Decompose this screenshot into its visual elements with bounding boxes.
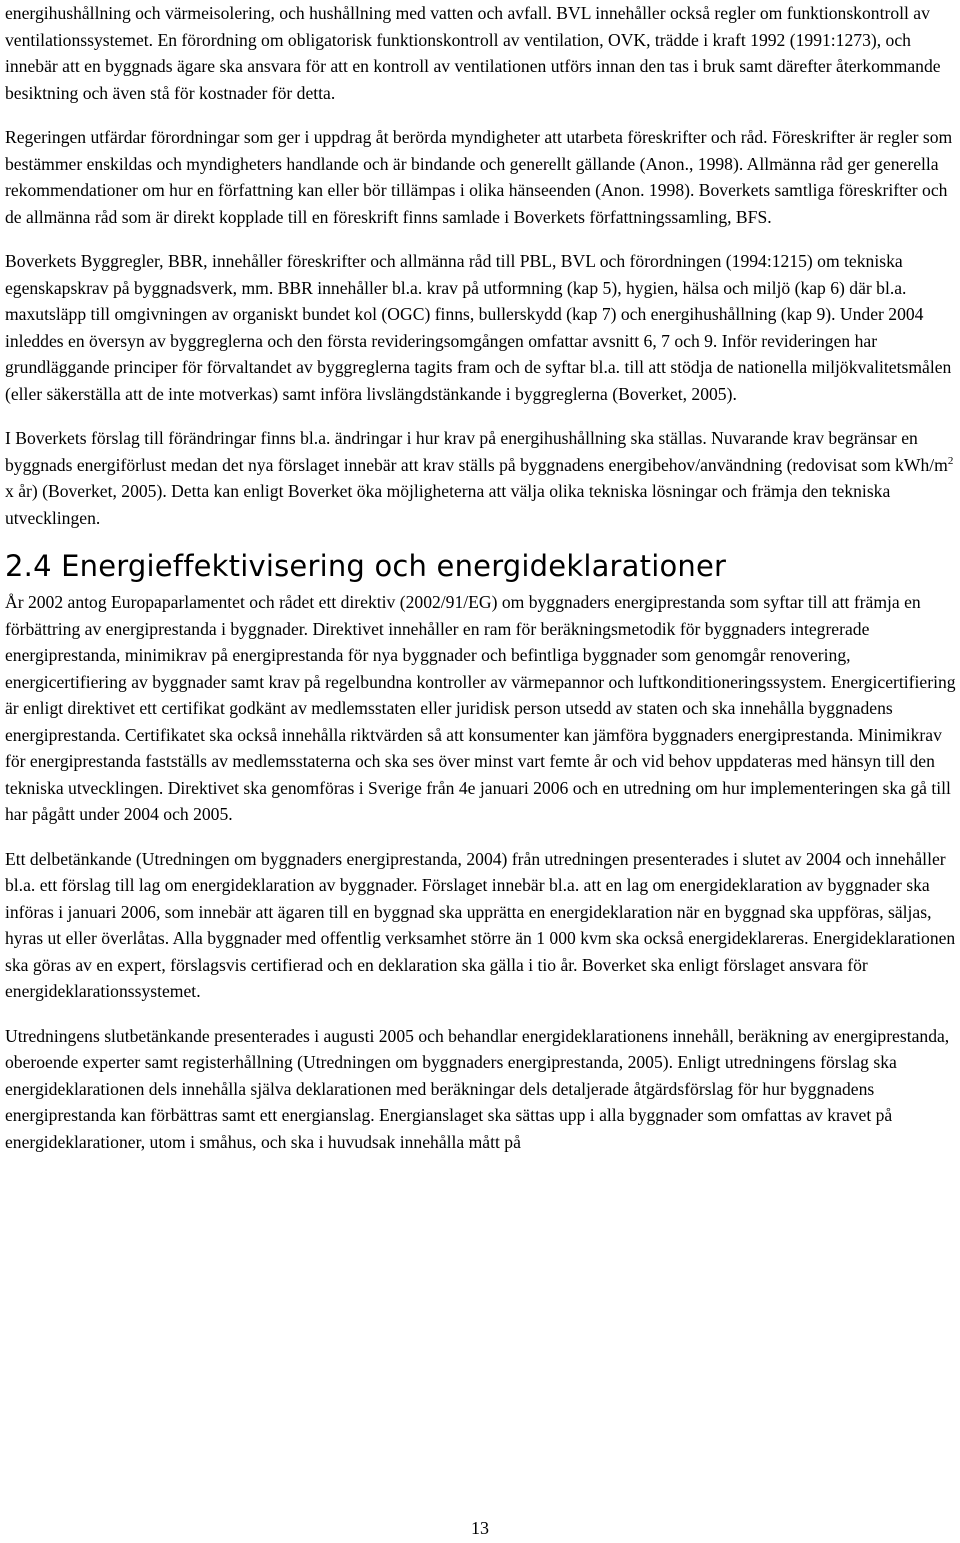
paragraph-delbetankande: Ett delbetänkande (Utredningen om byggnaders energiprestanda, 2004) från utredningen presenterades i slutet av 2004 och innehåller bl.a. ett förslag till lag om energideklaration av byggnader. Förslaget innebär bl.a. att en lag om energideklaration av byggnader ska införas i januari 2006, som innebär att ägaren till en byggnad ska upprätta en energideklaration när en byggnad ska uppföras, säljas, hyras ut eller överlåtas. Alla byggnader med offentlig verksamhet större än 1 000 kvm ska också energideklareras. Energideklarationen ska göras av en expert, förslagsvis certifierad och en deklaration ska gälla i tio år. Boverket ska enligt förslaget ansvara för energideklarationssystemet. — [5, 848, 956, 1001]
paragraph-boverket-forslag — [5, 425, 957, 531]
page-number: 13 — [471, 1518, 489, 1538]
paragraph-direktiv: År 2002 antog Europaparlamentet och rådet ett direktiv (2002/91/EG) om byggnaders energiprestanda som syftar till att främja en förbättring av energiprestanda i byggnader. Direktivet innehåller en ram för beräkningsmetodik för byggnaders integrerade energiprestanda, minimikrav på energiprestanda för nya byggnader och befintliga byggnader som genomgår renovering, energicertifiering av byggnader samt krav på regelbundna kontroller av värmepannor och luftkonditioneringssystem. Energicertifiering är enligt direktivet ett certifikat godkänt av medlemsstaten eller juridisk person utsedd av staten och ska innehålla byggnadens energiprestanda. Certifikatet ska också innehålla riktvärden så att konsumenter kan jämföra byggnaders energiprestanda. Minimikrav för energiprestanda fastställs av medlemsstaterna och ska ses över minst vart femte år och vid behov uppdateras med hänsyn till den tekniska utvecklingen. Direktivet ska genomföras i Sverige från 4e januari 2006 och en utredning om hur implementeringen ska gå till har pågått under 2004 och 2005. — [5, 592, 956, 824]
section-heading: 2.4 Energieffektivisering och energideklarationer — [5, 549, 727, 583]
superscript-2: 2 — [947, 454, 954, 467]
paragraph-regeringen: Regeringen utfärdar förordningar som ger i uppdrag åt berörda myndigheter att utarbeta föreskrifter och råd. Föreskrifter är regler som bestämmer enskildas och myndigheters handlande och är bindande och generellt gällande (Anon., 1998). Allmänna råd ger generella rekommendationer om hur en författning kan eller bör tillämpas i olika hänseenden (Anon. 1998). Boverkets samtliga föreskrifter och de allmänna råd som är direkt kopplade till en föreskrift finns samlade i Boverkets författningssamling, BFS. — [5, 127, 953, 227]
paragraph-ovk: energihushållning och värmeisolering, och hushållning med vatten och avfall. BVL innehåller också regler om funktionskontroll av ventilationssystemet. En förordning om obligatorisk funktionskontroll av ventilation, OVK, trädde i kraft 1992 (1991:1273), och innebär att en byggnads ägare ska ansvara för att en kontroll av ventilationen utförs innan den tas i bruk samt därefter återkommande besiktning och även stå för kostnader för detta. — [5, 3, 941, 103]
paragraph-slutbetankande: Utredningens slutbetänkande presenterades i augusti 2005 och behandlar energideklarationens innehåll, beräkning av energiprestanda, oberoende experter samt registerhållning (Utredningen om byggnaders energiprestanda, 2005). Enligt utredningens förslag ska energideklarationen dels innehålla själva deklarationen med beräkningar dels detaljerade åtgärdsförslag för hur byggnadens energiprestanda kan förbättras samt ett energianslag. Energianslaget ska sättas upp i alla byggnader som omfattas av kravet på energideklarationer, utom i småhus, och ska i huvudsak innehålla mått på — [5, 1025, 950, 1152]
paragraph-kwh-text-before: I Boverkets förslag till förändringar finns bl.a. ändringar i hur krav på energihushållning ska ställas. Nuvarande krav begränsar en byggnads energiförlust medan det nya förslaget innebär att krav ställs på byggnadens energibehov/användning (redovisat som kWh/m — [5, 428, 948, 475]
paragraph-kwh-text-after: x år) (Boverket, 2005). Detta kan enligt Boverket öka möjligheterna att välja olika tekniska lösningar och främja den tekniska utvecklingen. — [5, 481, 891, 528]
paragraph-bbr: Boverkets Byggregler, BBR, innehåller föreskrifter och allmänna råd till PBL, BVL och förordningen (1994:1215) om tekniska egenskapskrav på byggnadsverk, mm. BBR innehåller bl.a. krav på utformning (kap 5), hygien, hälsa och miljö (kap 6) där bl.a. maxutsläpp till omgivningen av organiskt bundet kol (OGC) finns, bullerskydd (kap 7) och energihushållning (kap 9). Under 2004 inleddes en översyn av byggreglerna och den första revideringsomgången omfattar avsnitt 6, 7 och 9. Inför revideringen har grundläggande principer för förvaltandet av byggreglerna tagits fram och de syftar bl.a. till att stödja de nationella miljökvalitetsmålen (eller säkerställa att de inte motverkas) samt införa livslängdstänkande i byggreglerna (Boverket, 2005). — [5, 251, 952, 404]
document-page — [5, 0, 957, 1173]
